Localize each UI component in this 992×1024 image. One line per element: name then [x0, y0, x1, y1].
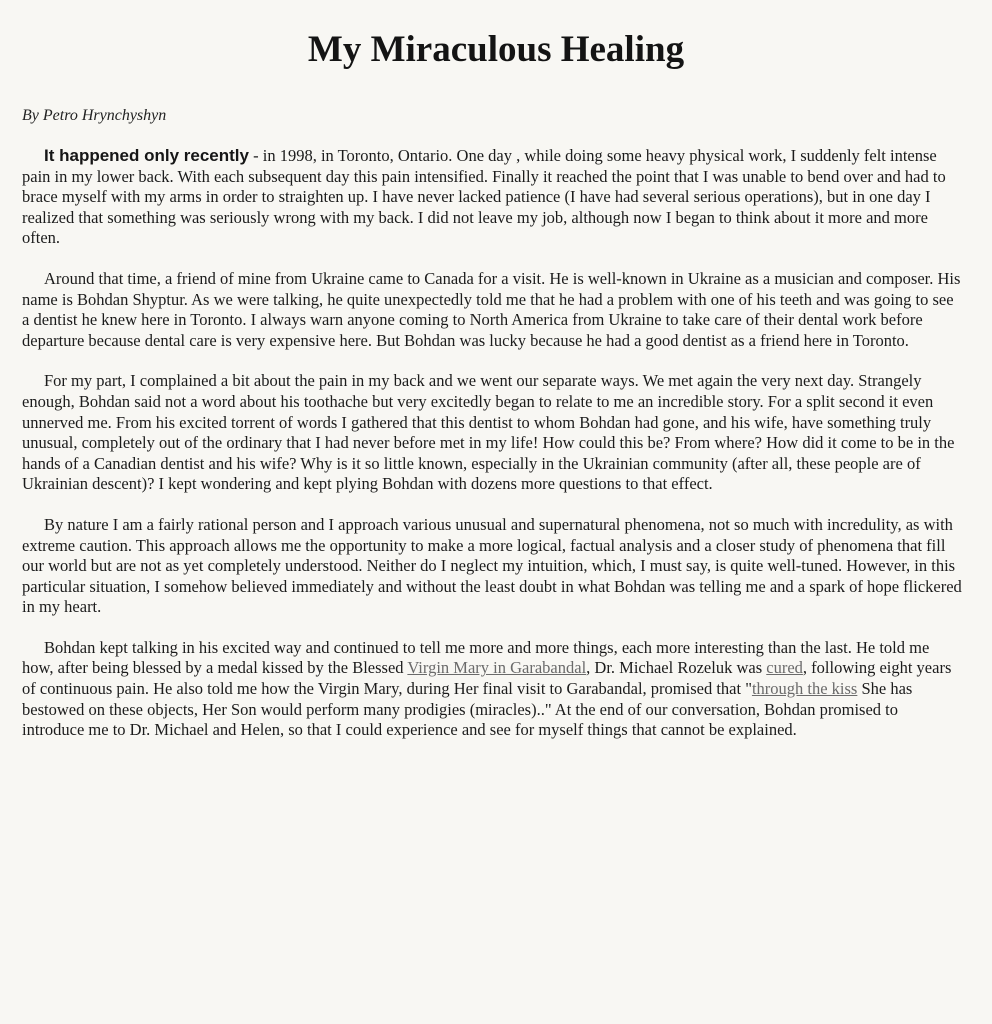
link-through-the-kiss[interactable]: through the kiss: [751, 679, 858, 699]
article-body: [22, 146, 962, 761]
paragraph-5-part-3: , following eight years of continuous pain. He also told me how the Virgin Mary, during Her final visit to Garabandal, promised that ": [22, 658, 952, 699]
paragraph-1-lead: It happened only recently: [44, 146, 249, 165]
paragraph-2: Around that time, a friend of mine from Ukraine came to Canada for a visit. He is well-known in Ukraine as a musician and composer. His name is Bohdan Shyptur. As we were talking, he quite unexpectedly told me that he had a problem with one of his teeth and was going to see a dentist he knew here in Toronto. I always warn anyone coming to North America from Ukraine to take care of their dental work before departure because dental care is very expensive here. But Bohdan was lucky because he had a good dentist as a friend here in Toronto.: [22, 268, 961, 350]
paragraph-5-part-1: Bohdan kept talking in his excited way and continued to tell me more and more things, each more interesting than the last. He told me how, after being blessed by a medal kissed by the Blessed: [22, 637, 930, 678]
paragraph-1-text: - in 1998, in Toronto, Ontario. One day , while doing some heavy physical work, I suddenly felt intense pain in my lower back. With each subsequent day this pain intensified. Finally it reached the point that I was unable to bend over and had to brace myself with my arms in order to straighten up. I have never lacked patience (I have had several serious operations), but in one day I realized that something was seriously wrong with my back. I did not leave my job, although now I began to think about it more and more often.: [22, 146, 946, 248]
link-cured[interactable]: cured: [766, 658, 803, 678]
article-title: My Miraculous Healing: [307, 29, 685, 70]
paragraph-5-part-4: She has bestowed on these objects, Her Son would perform many prodigies (miracles).." At the end of our conversation, Bohdan promised to introduce me to Dr. Michael and Helen, so that I could experience and see for myself things that cannot be explained.: [22, 679, 913, 740]
paragraph-4: By nature I am a fairly rational person and I approach various unusual and supernatural phenomena, not so much with incredulity, as with extreme caution. This approach allows me the opportunity to make a more logical, factual analysis and a closer study of phenomena that fill our world but are not as yet completely understood. Neither do I neglect my intuition, which, I must say, is quite well-tuned. However, in this particular situation, I somehow believed immediately and without the least doubt in what Bohdan was telling me and a spark of hope flickered in my heart.: [22, 514, 962, 617]
paragraph-3: For my part, I complained a bit about the pain in my back and we went our separate ways. We met again the very next day. Strangely enough, Bohdan said not a word about his toothache but very excitedly began to relate to me an incredible story. For a split second it even unnerved me. From his excited torrent of words I gathered that this dentist to whom Bohdan had gone, and his wife, have something truly unusual, completely out of the ordinary that I had never before met in my life! How could this be? From where? How did it come to be in the hands of a Canadian dentist and his wife? Why is it so little known, especially in the Ukrainian community (after all, these people are of Ukrainian descent)? I kept wondering and kept plying Bohdan with dozens more questions to that effect.: [22, 371, 955, 494]
paragraph-5-part-2: , Dr. Michael Rozeluk was: [586, 658, 767, 678]
link-virgin-mary-garabandal[interactable]: Virgin Mary in Garabandal: [407, 658, 587, 678]
paragraph-1: [22, 146, 962, 249]
article-byline: By Petro Hrynchyshyn: [22, 107, 167, 124]
paragraph-5: [22, 638, 962, 741]
